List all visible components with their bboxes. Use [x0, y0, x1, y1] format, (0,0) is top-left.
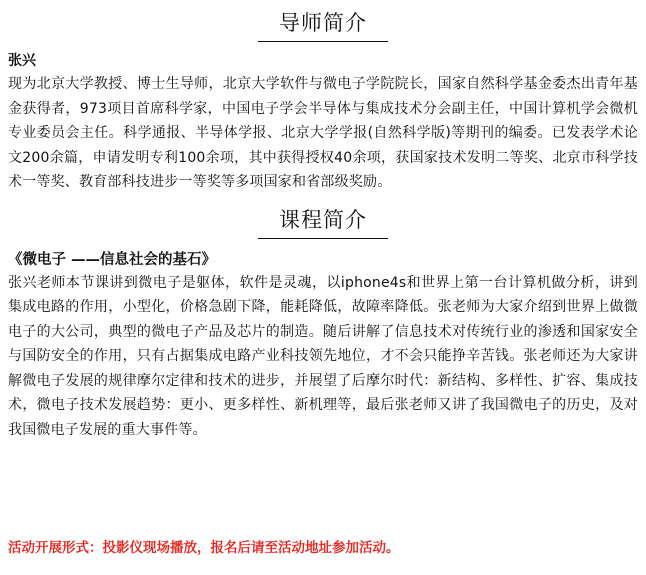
- course-section-title: 课程简介: [258, 207, 388, 239]
- course-title: 《微电子 ——信息社会的基石》: [8, 251, 217, 268]
- mentor-section-title: 导师简介: [258, 10, 388, 42]
- mentor-name: 张兴: [8, 53, 36, 69]
- course-description: 张兴老师本节课讲到微电子是躯体，软件是灵魂，以iphone4s和世界上第一台计算机做分析，讲到集成电路的作用，小型化，价格急剧下降，能耗降低，故障率降低。张老师为大家介绍到世界上做微电子的大公司，典型的微电子产品及芯片的制造。随后讲解了信息技术对传统行业的渗透和国家安全与国防安全的作用，只有占据集成电路产业科技领先地位，才不会只能挣辛苦钱。张老师还为大家讲解微电子发展的规律摩尔定律和技术的进步，并展望了后摩尔时代：新结构、多样性、扩容、集成技术，微电子技术发展趋势：更小、更多样性、新机理等，最后张老师又讲了我国微电子的历史，及对我国微电子发展的重大事件等。: [8, 274, 638, 438]
- mentor-section-header: [8, 10, 638, 42]
- mentor-bio: 现为北京大学教授、博士生导师，北京大学软件与微电子学院院长，国家自然科学基金委杰出青年基金获得者，973项目首席科学家，中国电子学会半导体与集成技术分会副主任，中国计算机学会微机专业委员会主任。科学通报、半导体学报、北京大学学报(自然科学版)等期刊的编委。已发表学术论文200余篇，申请发明专利100余项，其中获得授权40余项，获国家技术发明二等奖、北京市科学技术一等奖、教育部科技进步一等奖等多项国家和省部级奖励。: [8, 76, 638, 190]
- activity-notice: 活动开展形式：投影仪现场播放，报名后请至活动地址参加活动。: [8, 540, 400, 556]
- course-section-header: [8, 207, 638, 239]
